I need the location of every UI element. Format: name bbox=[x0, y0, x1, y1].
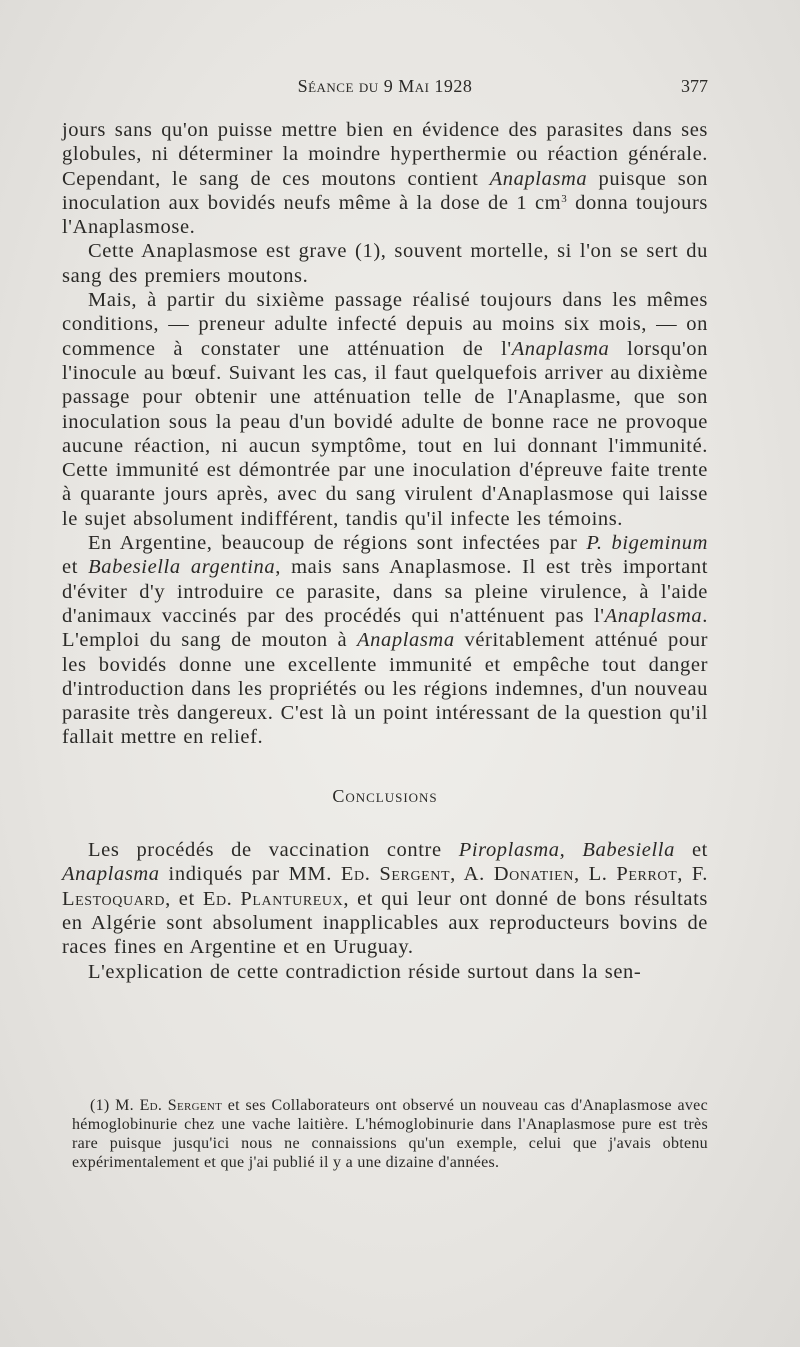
italic-term: Piroplasma, Babesiella bbox=[458, 839, 675, 862]
page-number: 377 bbox=[681, 76, 708, 96]
author-name: Lestoquard bbox=[62, 887, 166, 910]
text-span: jours sans qu'on puisse mettre bien en évidence des parasites dans ses globules, ni déterminer la moindre hyperthermie ou réaction générale. Cependant, le sang de ces moutons contient bbox=[62, 119, 708, 190]
author-name: Ed. Plantureux bbox=[202, 887, 344, 910]
author-name: Donatien bbox=[493, 863, 574, 886]
paragraph-1 bbox=[62, 118, 708, 239]
italic-term: Anaplasma bbox=[489, 167, 588, 190]
text-span: , L. bbox=[573, 863, 617, 886]
italic-term: Babesiella argentina bbox=[88, 556, 276, 579]
footnote-text bbox=[72, 1096, 708, 1172]
paragraph-6: L'explication de cette contradiction réside surtout dans la sen- bbox=[88, 960, 642, 983]
paragraph-2: Cette Anaplasmose est grave (1), souvent mortelle, si l'on se sert du sang des premiers moutons. bbox=[62, 240, 708, 287]
italic-term: Anaplasma bbox=[511, 337, 610, 360]
superscript: 3 bbox=[561, 192, 568, 205]
text-span: véritablement atténué pour les bovidés donne une excellente immunité et empêche tout danger d'introduction dans les propriétés ou les régions indemnes, d'un nouveau parasite très dangereux. C'est là un point intéressant de la question qu'il fallait mettre en relief. bbox=[62, 629, 709, 749]
text-span: , et qui leur ont donné de bons résultats en Algérie sont absolument inapplicables aux reproducteurs bovins de races fines en Argentine et en Uruguay. bbox=[62, 887, 708, 959]
text-span: et bbox=[62, 556, 89, 579]
text-span: lorsqu'on l'inocule au bœuf. Suivant les cas, il faut quelquefois arriver au dixième passage pour obtenir une atténuation telle de l'Anaplasme, que son inoculation sous la peau d'un bovidé adulte de bonne race ne provoque aucune réaction, ni aucun symptôme, tout en lui donnant l'immunité. Cette immunité est démontrée par une inoculation d'épreuve faite trente à quarante jours après, avec du sang virulent d'Anaplasmose qui laisse le sujet absolument indifférent, tandis qu'il infecte les témoins. bbox=[62, 337, 708, 530]
text-span: puisque son inoculation aux bovidés neufs même à la dose de 1 cm bbox=[62, 167, 709, 214]
running-head: Séance du 9 Mai 1928 bbox=[297, 76, 473, 96]
text-span: et ses Collaborateurs ont observé un nouveau cas d'Anaplasmose avec hémoglobinurie chez une vache laitière. L'hémoglobinurie dans l'Anaplasmose pure est très rare puisque jusqu'ici nous ne connaissions qu'un exemple, celui que j'avais obtenu expérimentalement et que j'ai publié il y a une dizaine d'années. bbox=[72, 1097, 708, 1171]
body-text bbox=[62, 118, 708, 984]
text-span: (1) M. bbox=[90, 1097, 140, 1114]
paragraph-3 bbox=[62, 288, 708, 531]
page-header bbox=[62, 76, 708, 100]
text-span: indiqués par MM. bbox=[159, 863, 341, 886]
author-name: Perrot bbox=[616, 863, 678, 886]
author-name: Ed. Sergent bbox=[139, 1097, 223, 1114]
paragraph-5 bbox=[62, 838, 708, 959]
text-span: , mais sans Anaplasmose. Il est très important d'éviter d'y introduire ce parasite, dans sa pleine virulence, à l'aide d'animaux vaccinés par des procédés qui n'atténuent pas l' bbox=[62, 556, 708, 627]
text-span: . L'emploi du sang de mouton à bbox=[62, 604, 708, 652]
italic-term: P. bigeminum bbox=[586, 532, 708, 555]
text-span: et bbox=[674, 839, 708, 862]
text-span: , F. bbox=[677, 863, 708, 886]
text-span: donna toujours l'Anaplasmose. bbox=[62, 191, 709, 239]
section-heading: Conclusions bbox=[332, 785, 438, 806]
paragraph-4 bbox=[62, 531, 708, 750]
italic-term: Anaplasma bbox=[604, 604, 703, 627]
italic-term: Anaplasma bbox=[62, 863, 160, 886]
italic-term: Anaplasma bbox=[357, 629, 455, 652]
text-span: , A. bbox=[450, 863, 494, 886]
author-name: Ed. Sergent bbox=[340, 863, 451, 886]
text-span: En Argentine, beaucoup de régions sont infectées par bbox=[88, 532, 587, 555]
footnote bbox=[72, 1096, 708, 1172]
text-span: , et bbox=[165, 887, 203, 910]
text-span: Les procédés de vaccination contre bbox=[88, 839, 459, 862]
text-span: Mais, à partir du sixième passage réalisé toujours dans les mêmes conditions, — preneur adulte infecté depuis au moins six mois, — on commence à constater une atténuation de l' bbox=[62, 289, 708, 360]
